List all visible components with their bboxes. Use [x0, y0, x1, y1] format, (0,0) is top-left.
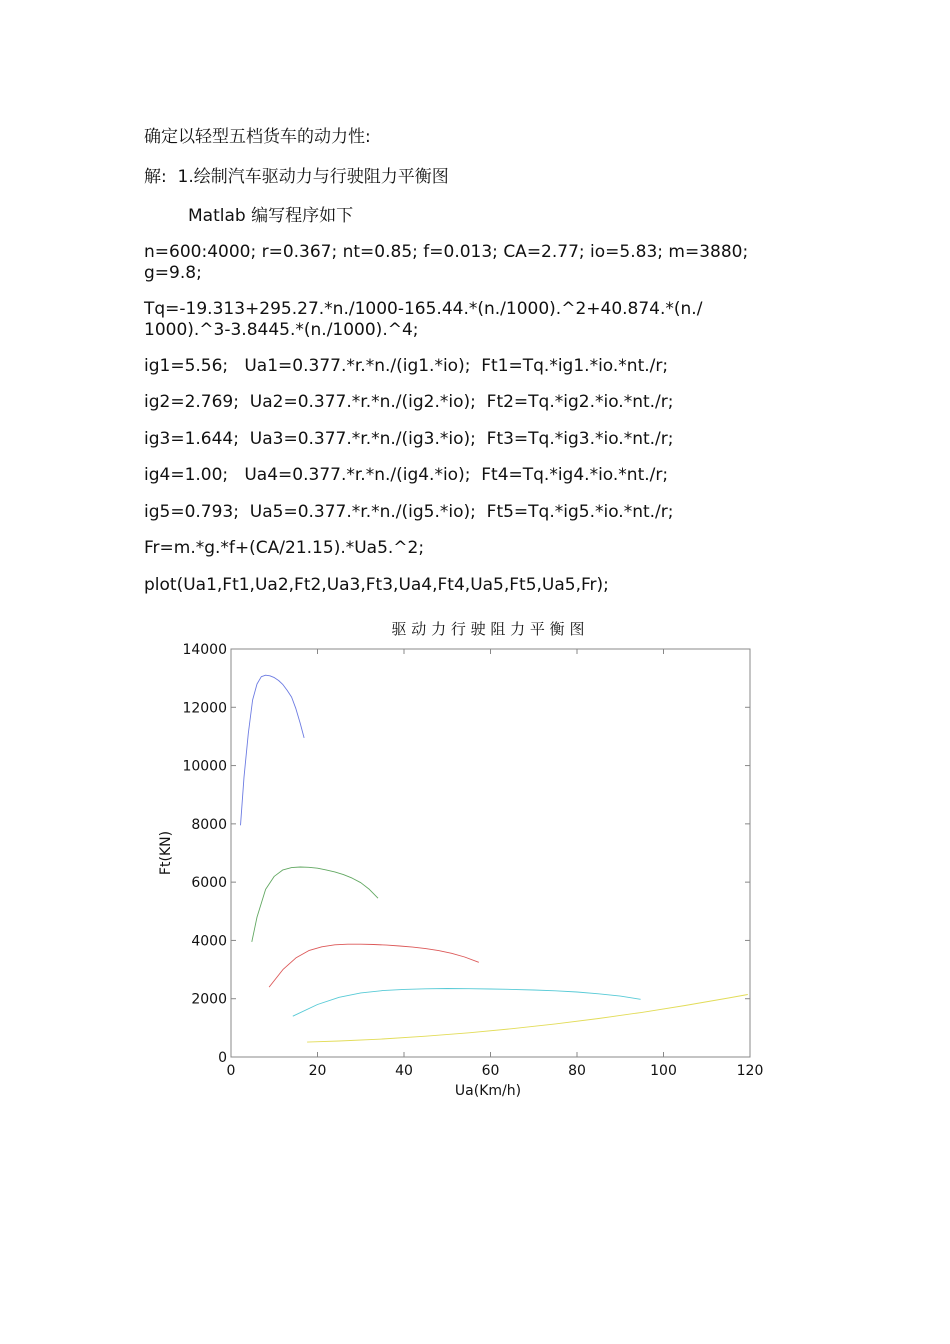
- series-line-fr: [307, 995, 748, 1043]
- y-tick-label: 6000: [191, 875, 227, 892]
- y-tick-label: 8000: [191, 816, 227, 833]
- code-line-1: n=600:4000; r=0.367; nt=0.85; f=0.013; CA=2.77; io=5.83; m=3880; g=9.8;: [144, 242, 749, 283]
- x-tick-label: 80: [568, 1063, 586, 1079]
- code-line-6: ig4=1.00; Ua4=0.377.*r.*n./(ig4.*io); Ft4=Tq.*ig4.*io.*nt./r;: [144, 465, 669, 485]
- solution-title: 解: 1.绘制汽车驱动力与行驶阻力平衡图: [144, 167, 449, 187]
- code-line-8: Fr=m.*g.*f+(CA/21.15).*Ua5.^2;: [144, 538, 425, 558]
- heading: 确定以轻型五档货车的动力性:: [144, 127, 371, 147]
- x-tick-label: 100: [650, 1063, 677, 1079]
- x-tick-label: 60: [481, 1063, 500, 1079]
- y-tick-label: 0: [218, 1050, 227, 1066]
- series-line-ft2: [252, 867, 378, 942]
- code-line-9: plot(Ua1,Ft1,Ua2,Ft2,Ua3,Ft3,Ua4,Ft4,Ua5,Ft5,Ua5,Fr);: [144, 575, 609, 595]
- y-tick-label: 14000: [182, 642, 227, 658]
- x-axis-label: Ua(Km/h): [454, 1083, 522, 1099]
- plot-frame: [231, 649, 750, 1057]
- series-line-ft4: [293, 989, 641, 1017]
- y-tick-label: 10000: [182, 758, 227, 775]
- chart-title: 驱 动 力 行 驶 阻 力 平 衡 图: [391, 620, 585, 638]
- intro-text: Matlab 编写程序如下: [188, 206, 354, 226]
- code-line-3: ig1=5.56; Ua1=0.377.*r.*n./(ig1.*io); Ft1=Tq.*ig1.*io.*nt./r;: [144, 356, 669, 376]
- y-tick-label: 2000: [191, 991, 227, 1008]
- x-tick-label: 20: [308, 1063, 327, 1079]
- series-line-ft1: [241, 675, 305, 825]
- x-tick-label: 40: [395, 1063, 413, 1079]
- y-tick-label: 4000: [191, 933, 227, 950]
- x-tick-label: 0: [226, 1063, 236, 1079]
- code-line-4: ig2=2.769; Ua2=0.377.*r.*n./(ig2.*io); Ft2=Tq.*ig2.*io.*nt./r;: [144, 392, 674, 412]
- code-line-5: ig3=1.644; Ua3=0.377.*r.*n./(ig3.*io); Ft3=Tq.*ig3.*io.*nt./r;: [144, 429, 674, 449]
- code-line-7: ig5=0.793; Ua5=0.377.*r.*n./(ig5.*io); Ft5=Tq.*ig5.*io.*nt./r;: [144, 502, 674, 522]
- balance-chart: [140, 610, 780, 1110]
- code-line-2: Tq=-19.313+295.27.*n./1000-165.44.*(n./1000).^2+40.874.*(n./ 1000).^3-3.8445.*(n./1000).^4;: [144, 299, 703, 340]
- series-line-ft3: [269, 944, 479, 987]
- y-tick-label: 12000: [182, 700, 227, 717]
- x-tick-label: 120: [736, 1063, 764, 1079]
- y-axis-label: Ft(KN): [158, 830, 174, 876]
